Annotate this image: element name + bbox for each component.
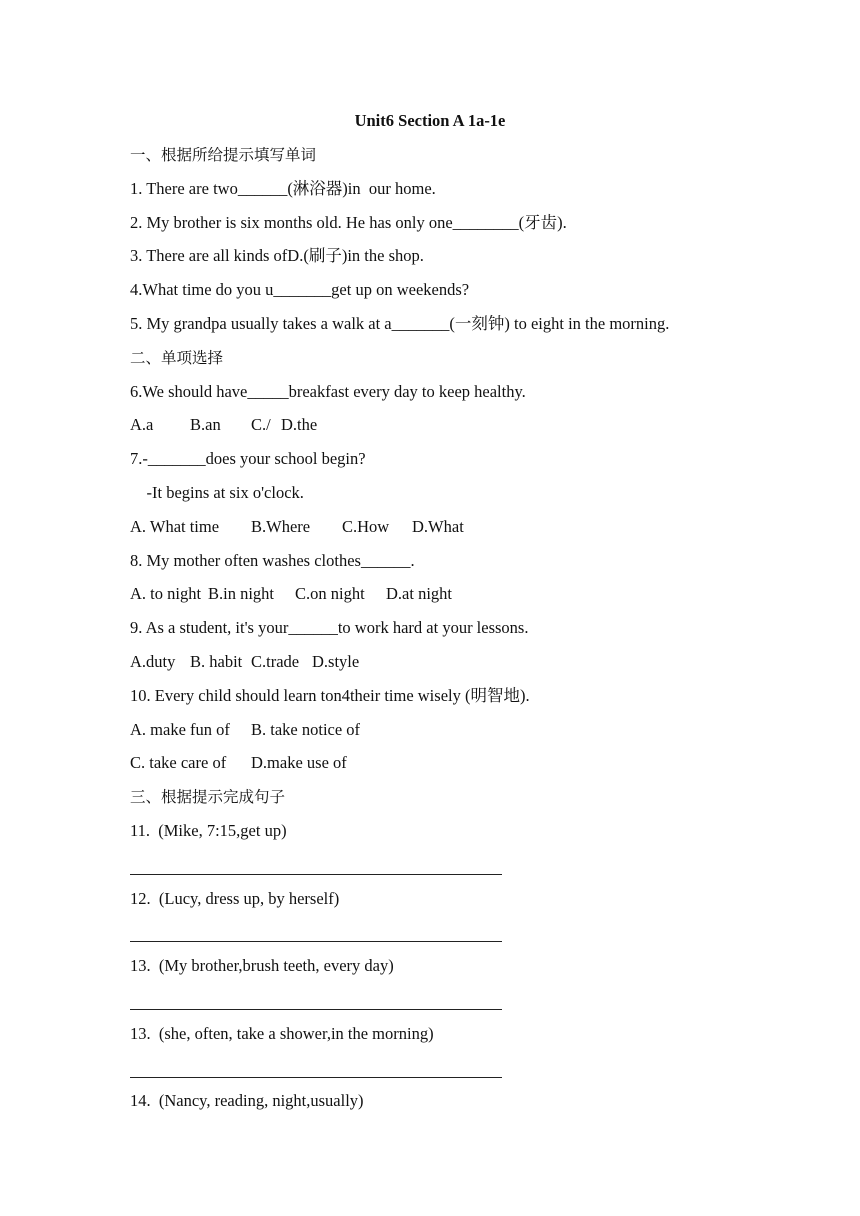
- option-a: A. What time: [130, 516, 220, 536]
- question-9-stem: 9. As a student, it's your______to work hard at your lessons.: [130, 618, 529, 638]
- section-3-heading: 三、根据提示完成句子: [130, 788, 286, 807]
- option-b: B. take notice of: [251, 719, 361, 739]
- option-b: B. habit: [190, 651, 243, 671]
- page-title: Unit6 Section A 1a-1e: [354, 111, 506, 130]
- question-11-prompt: 11. (Mike, 7:15,get up): [130, 820, 287, 840]
- option-c: C.on night: [295, 584, 365, 604]
- option-a: A. to night: [130, 584, 202, 604]
- option-c: C.trade: [251, 651, 300, 671]
- question-12-prompt: 12. (Lucy, dress up, by herself): [130, 888, 340, 908]
- option-a: A. make fun of: [130, 719, 230, 739]
- question-8-options: [130, 583, 770, 617]
- option-d: D.the: [281, 415, 318, 435]
- option-b: B.in night: [208, 584, 275, 604]
- worksheet-content: [130, 144, 770, 1124]
- question-14-prompt: 14. (Nancy, reading, night,usually): [130, 1091, 364, 1111]
- question-3: 3. There are all kinds ofD.(刷子)in the shop.: [130, 246, 424, 266]
- section-1-heading: 一、根据所给提示填写单词: [130, 146, 317, 164]
- question-7-reply: -It begins at six o'clock.: [130, 482, 304, 502]
- question-6-stem: 6.We should have_____breakfast every day to keep healthy.: [130, 381, 526, 401]
- question-13b-answer: [130, 1057, 770, 1091]
- question-9-options: [130, 651, 770, 685]
- question-13-answer: [130, 989, 770, 1023]
- question-13-prompt: 13. (My brother,brush teeth, every day): [130, 956, 394, 976]
- question-7-options: [130, 516, 770, 550]
- option-c: C.How: [342, 516, 390, 536]
- question-10-stem: 10. Every child should learn ton4their time wisely (明智地).: [130, 685, 530, 705]
- question-13b-prompt: 13. (she, often, take a shower,in the morning): [130, 1023, 434, 1043]
- answer-blank-line: [130, 1057, 502, 1078]
- answer-blank-line: [130, 989, 502, 1010]
- option-c: C./: [251, 415, 271, 435]
- option-d: D.style: [312, 651, 360, 671]
- question-10-options-row-2: [130, 752, 770, 786]
- section-2-heading: 二、单项选择: [130, 348, 224, 367]
- option-d: D.at night: [386, 584, 452, 604]
- option-b: B.an: [190, 415, 221, 435]
- question-12-answer: [130, 921, 770, 955]
- question-1: 1. There are two______(淋浴器)in our home.: [130, 178, 436, 198]
- option-c: C. take care of: [130, 753, 227, 773]
- option-a: A.a: [130, 415, 154, 435]
- option-b: B.Where: [251, 516, 311, 536]
- option-a: A.duty: [130, 651, 176, 671]
- option-d: D.What: [412, 516, 464, 536]
- question-8-stem: 8. My mother often washes clothes______.: [130, 550, 415, 570]
- question-2: 2. My brother is six months old. He has only one________(牙齿).: [130, 212, 567, 232]
- question-10-options-row-1: [130, 719, 770, 753]
- question-11-answer: [130, 854, 770, 888]
- answer-blank-line: [130, 854, 502, 875]
- question-6-options: [130, 414, 770, 448]
- question-4: 4.What time do you u_______get up on weekends?: [130, 280, 470, 300]
- answer-blank-line: [130, 921, 502, 942]
- option-d: D.make use of: [251, 753, 347, 773]
- question-5: 5. My grandpa usually takes a walk at a_______(一刻钟) to eight in the morning.: [130, 313, 670, 333]
- question-7-stem: 7.-_______does your school begin?: [130, 449, 366, 469]
